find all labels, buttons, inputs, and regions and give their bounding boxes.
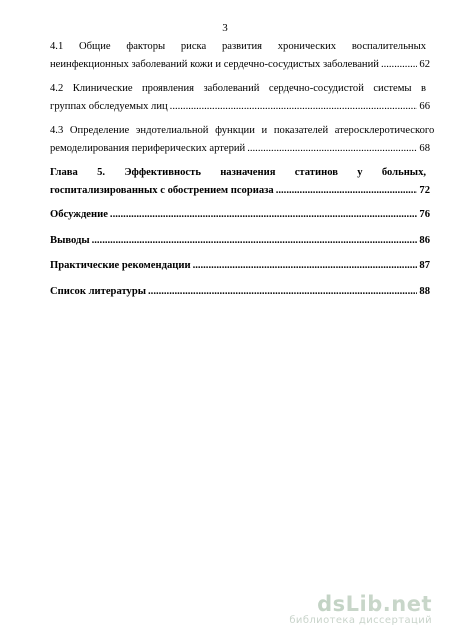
toc-entry-first-line	[50, 38, 430, 56]
toc-page-number: 68	[419, 142, 430, 154]
toc-word: проявления	[142, 83, 194, 94]
toc-entry	[50, 232, 430, 250]
toc-word: Определение	[69, 125, 130, 136]
toc-dot-leader	[170, 98, 418, 116]
toc-word: в	[421, 83, 427, 94]
toc-word: 4.2	[50, 83, 64, 94]
toc-entry	[50, 80, 430, 115]
toc-dot-leader	[193, 257, 418, 275]
toc-word: сердечно-сосудистой	[268, 83, 364, 94]
toc-entry-last-line	[50, 98, 430, 116]
toc-entry	[50, 283, 430, 301]
toc-word: Общие	[79, 41, 111, 52]
toc-word: статинов	[294, 167, 338, 178]
toc-entry-title: неинфекционных заболеваний кожи и сердечно-сосудистых заболеваний	[50, 58, 379, 70]
toc-word: больных,	[381, 167, 427, 178]
toc-entry	[50, 164, 430, 199]
toc-dot-leader	[110, 206, 417, 224]
toc-dot-leader	[247, 140, 417, 158]
toc-entry-title: Обсуждение	[50, 209, 108, 220]
toc-word: риска	[180, 41, 207, 52]
toc-word: Клинические	[72, 83, 133, 94]
toc-entry-last-line	[50, 232, 430, 250]
toc-page-number: 62	[419, 58, 430, 70]
toc-page-number: 66	[419, 100, 430, 112]
toc-entry-first-line	[50, 80, 430, 98]
toc-page-number: 76	[419, 209, 430, 220]
toc-entry-title: госпитализированных с обострением псориаза	[50, 184, 274, 196]
watermark-logo-prefix: ds	[317, 592, 346, 616]
toc-entry-first-line	[50, 164, 430, 182]
toc-word: воспалительных	[351, 41, 426, 52]
toc-word: функции	[215, 125, 255, 136]
toc-word: 5.	[97, 167, 106, 178]
toc-entry-last-line	[50, 140, 430, 158]
toc-entry-title: Список литературы	[50, 285, 147, 297]
toc-word: заболеваний	[203, 83, 260, 94]
toc-dot-leader	[92, 232, 418, 250]
toc-word: системы	[373, 83, 412, 94]
toc-entry-title: Практические рекомендации	[50, 260, 191, 271]
toc-word: показателей	[273, 125, 329, 136]
toc-word: хронических	[277, 41, 337, 52]
watermark	[289, 593, 432, 627]
watermark-logo	[289, 593, 432, 615]
toc-word: Глава	[50, 167, 78, 178]
toc-word: у	[357, 167, 363, 178]
toc-entry-last-line	[50, 283, 430, 301]
watermark-subtitle: библиотека диссертаций	[289, 615, 432, 626]
table-of-contents	[50, 38, 435, 300]
toc-entry	[50, 38, 430, 73]
toc-word: 4.1	[50, 41, 64, 52]
page-number: 3	[222, 22, 228, 34]
toc-word: назначения	[220, 167, 276, 178]
toc-page-number: 88	[419, 285, 430, 297]
watermark-logo-rest: Lib.net	[345, 592, 432, 616]
toc-entry-last-line	[50, 56, 430, 74]
toc-word: развития	[221, 41, 262, 52]
toc-entry-last-line	[50, 182, 430, 200]
toc-entry	[50, 257, 430, 275]
toc-dot-leader	[381, 56, 417, 74]
toc-entry	[50, 122, 435, 157]
toc-entry-first-line	[50, 122, 435, 140]
toc-entry-last-line	[50, 257, 430, 275]
toc-entry-title: ремоделирования периферических артерий	[50, 142, 246, 154]
toc-entry-last-line	[50, 206, 430, 224]
toc-entry-title: группах обследуемых лиц	[50, 100, 168, 112]
toc-word: эндотелиальной	[135, 125, 209, 136]
toc-page-number: 87	[419, 260, 430, 271]
toc-word: и	[261, 125, 268, 136]
toc-entry-title: Выводы	[50, 234, 90, 246]
toc-dot-leader	[276, 182, 418, 200]
toc-word: атеросклеротического	[334, 125, 435, 136]
toc-word: Эффективность	[124, 167, 201, 178]
toc-word: 4.3	[50, 125, 64, 136]
toc-page-number: 72	[419, 184, 430, 196]
toc-entry	[50, 206, 430, 224]
toc-page-number: 86	[419, 234, 430, 246]
toc-word: факторы	[126, 41, 166, 52]
toc-dot-leader	[148, 283, 417, 301]
